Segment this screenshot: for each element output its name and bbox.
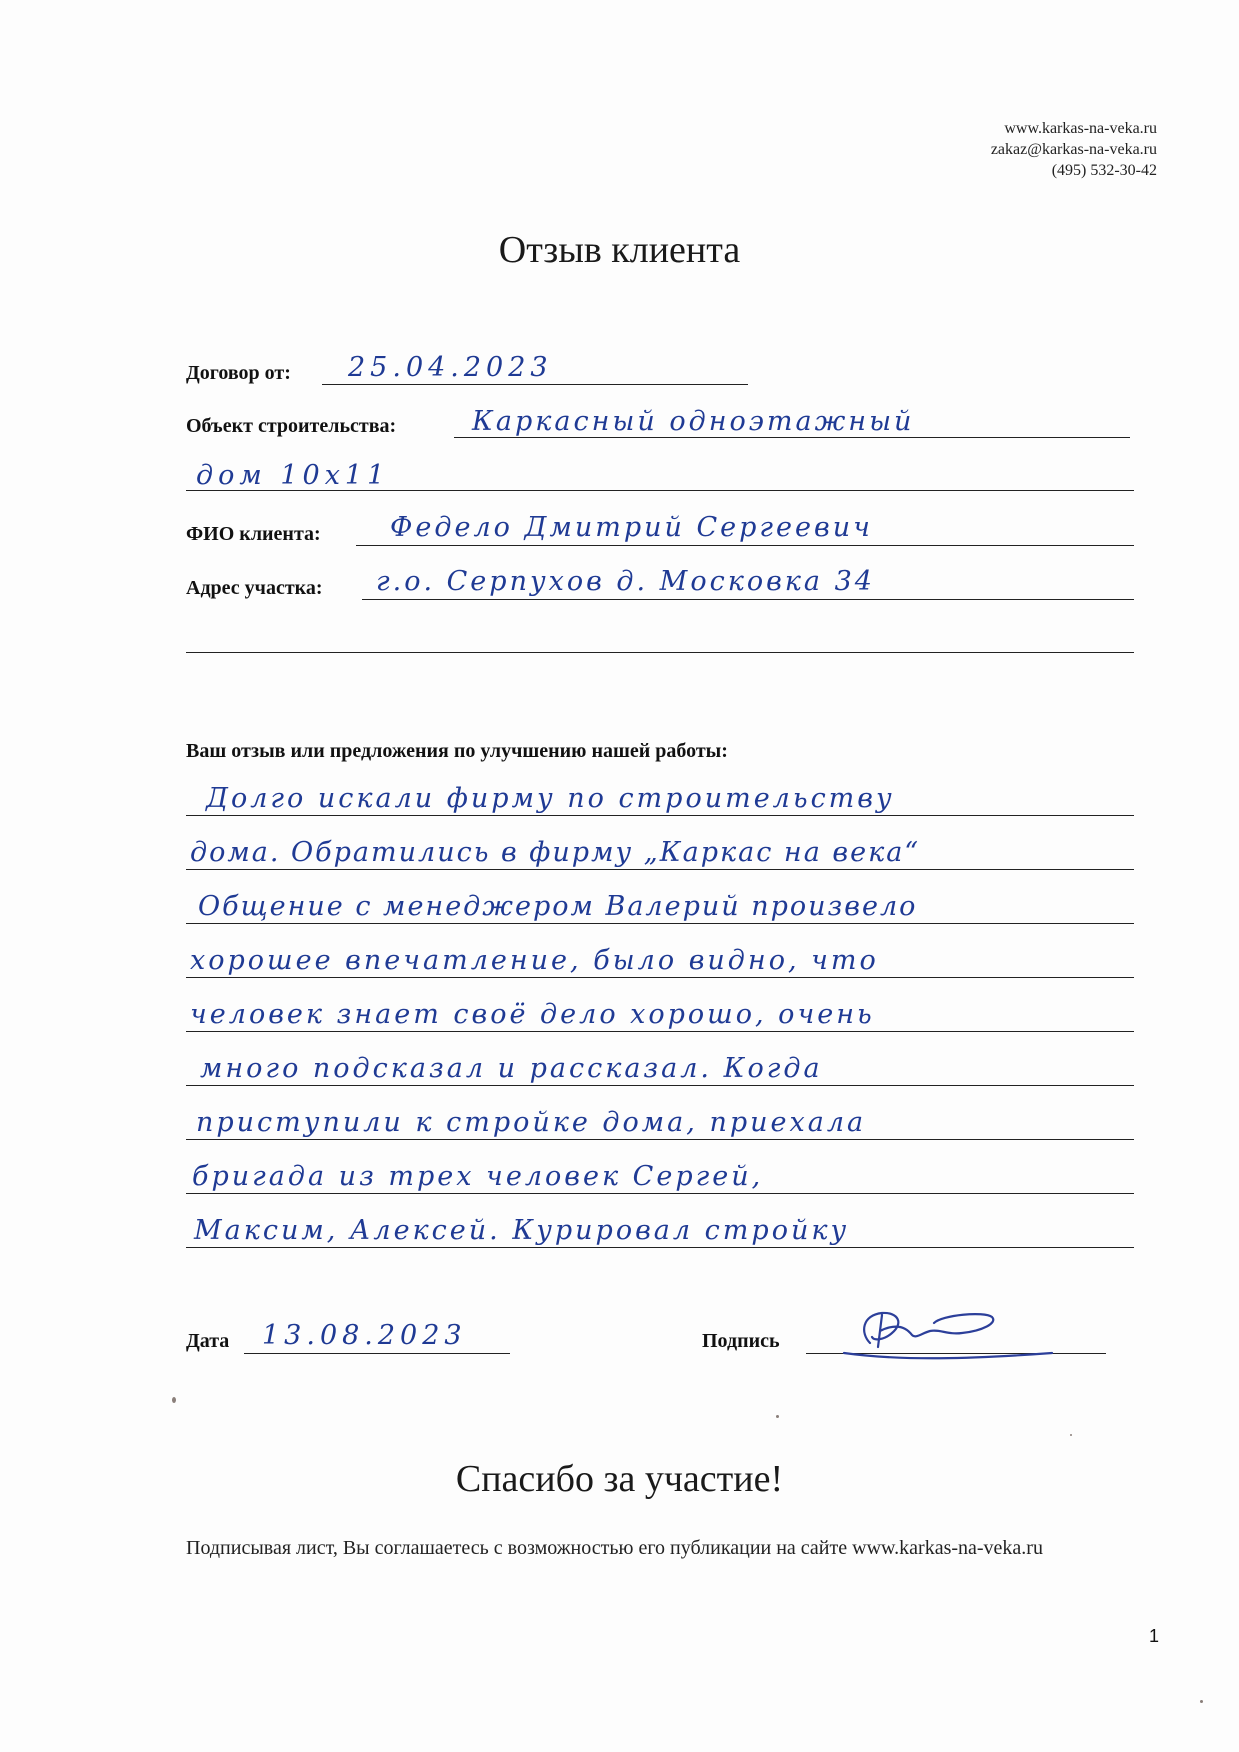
feedback-label: Ваш отзыв или предложения по улучшению нашей работы:: [186, 740, 728, 762]
company-phone: (495) 532-30-42: [1051, 162, 1157, 179]
client-name-label: ФИО клиента:: [186, 523, 321, 545]
feedback-line: хорошее впечатление, было видно, что: [190, 945, 879, 976]
signature-label: Подпись: [702, 1330, 780, 1352]
feedback-rule: [186, 1085, 1134, 1086]
feedback-rule: [186, 869, 1134, 870]
company-contacts: [991, 118, 1157, 181]
address-rule: [362, 599, 1134, 600]
contract-rule: [322, 384, 748, 385]
date-handwritten: 13.08.2023: [262, 1320, 467, 1351]
feedback-rule: [186, 1193, 1134, 1194]
feedback-line: Долго искали фирму по строительству: [206, 783, 895, 814]
consent-note: Подписывая лист, Вы соглашаетесь с возможностью его публикации на сайте www.karkas-na-veka.ru: [186, 1537, 1043, 1559]
feedback-line: Общение с менеджером Валерий произвело: [198, 891, 918, 922]
client-name-handwritten: Федело Дмитрий Сергеевич: [390, 512, 873, 543]
page-number: 1: [1148, 1626, 1159, 1646]
address-label: Адрес участка:: [186, 577, 323, 599]
object-handwritten-line2: дом 10х11: [196, 460, 390, 491]
contract-label: Договор от:: [186, 362, 291, 384]
object-rule-1: [454, 437, 1130, 438]
date-rule: [244, 1353, 510, 1354]
feedback-line: Максим, Алексей. Курировал стройку: [194, 1215, 850, 1246]
feedback-line: бригада из трех человек Сергей,: [192, 1161, 764, 1192]
feedback-rule: [186, 815, 1134, 816]
object-handwritten-line1: Каркасный одноэтажный: [472, 406, 915, 437]
feedback-line: приступили к стройке дома, приехала: [196, 1107, 867, 1138]
signature-scribble: [822, 1303, 1058, 1363]
scan-speck: [1200, 1700, 1203, 1703]
feedback-rule: [186, 1247, 1134, 1248]
feedback-line: много подсказал и рассказал. Когда: [200, 1053, 823, 1084]
feedback-rule: [186, 923, 1134, 924]
company-email: zakaz@karkas-na-veka.ru: [990, 141, 1157, 158]
feedback-line: человек знает своё дело хорошо, очень: [190, 999, 875, 1030]
scan-speck: [1070, 1434, 1072, 1436]
address-handwritten: г.о. Серпухов д. Московка 34: [376, 566, 875, 597]
company-website: www.karkas-na-veka.ru: [1004, 120, 1157, 137]
thanks-heading: Спасибо за участие!: [455, 1458, 784, 1500]
client-name-rule: [356, 545, 1134, 546]
object-label: Объект строительства:: [186, 415, 397, 437]
address-rule-extra: [186, 652, 1134, 653]
page-title: Отзыв клиента: [498, 229, 741, 271]
feedback-rule: [186, 1139, 1134, 1140]
feedback-rule: [186, 977, 1134, 978]
scan-speck: [776, 1415, 779, 1418]
date-label: Дата: [186, 1330, 230, 1352]
scan-speck: [172, 1397, 176, 1403]
contract-date-handwritten: 25.04.2023: [348, 352, 553, 383]
feedback-line: дома. Обратились в фирму „Каркас на века“: [190, 837, 921, 868]
feedback-rule: [186, 1031, 1134, 1032]
